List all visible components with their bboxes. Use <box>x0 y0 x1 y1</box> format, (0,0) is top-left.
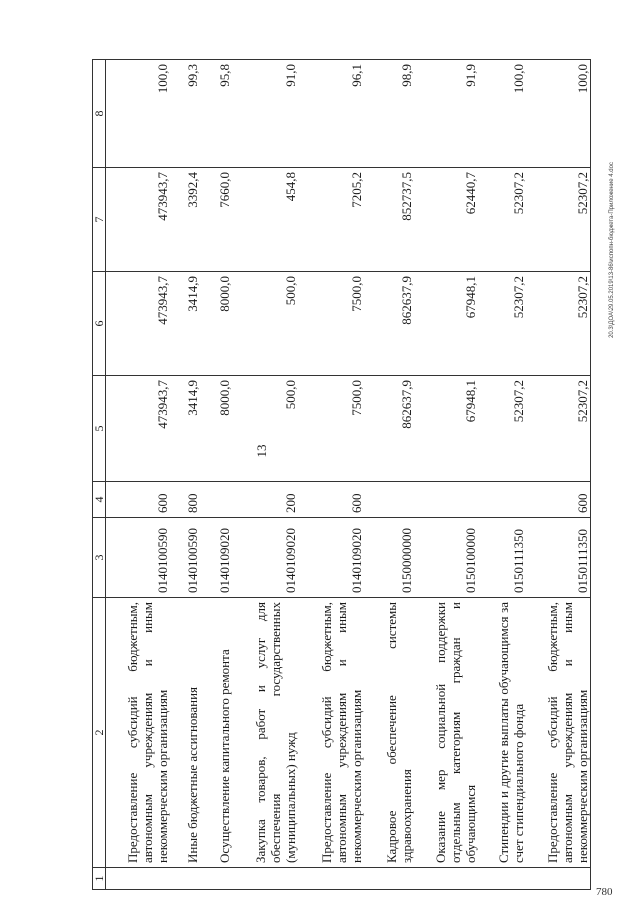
value: 3392,4 <box>170 168 200 272</box>
rotated-table-wrapper <box>92 60 592 890</box>
target-code: 0150000000 <box>364 518 414 598</box>
value: 3414,9 <box>170 376 200 482</box>
row-name: Кадровое обеспечение системы здравоохранения <box>364 598 414 868</box>
col-header: 8 <box>93 60 106 168</box>
value: 7500,0 <box>298 272 364 376</box>
row-name: Предоставление субсидий бюджетным, автономным учреждениям и иным некоммерческим организациям <box>106 598 171 868</box>
col-header: 7 <box>93 168 106 272</box>
value: 8000,0 <box>200 272 232 376</box>
col-header: 3 <box>93 518 106 598</box>
target-code: 0140109020 <box>232 518 298 598</box>
percent-value: 99,3 <box>170 60 200 168</box>
expense-type: 600 <box>106 482 171 518</box>
table-row <box>232 60 298 890</box>
table-row <box>200 60 232 890</box>
expense-type: 600 <box>526 482 591 518</box>
value: 473943,7 <box>106 376 171 482</box>
row-name: Предоставление субсидий бюджетным, автономным учреждениям и иным некоммерческим организациям <box>298 598 364 868</box>
row-name: Осуществление капитального ремонта <box>200 598 232 868</box>
table-row <box>170 60 200 890</box>
percent-value: 91,0 <box>232 60 298 168</box>
row-name: Стипендии и другие выплаты обучающимся за счет стипендиального фонда <box>478 598 526 868</box>
target-code: 0140109020 <box>200 518 232 598</box>
target-code: 0150111350 <box>478 518 526 598</box>
value: 52307,2 <box>526 272 591 376</box>
file-path-stamp: 20.3\ДОА\29.05.2019\13-86\испопн-бюджета-Приложение 4.doc <box>609 162 615 338</box>
value: 3414,9 <box>170 272 200 376</box>
value: 7500,0 <box>298 376 364 482</box>
value: 8000,0 <box>200 376 232 482</box>
table-row <box>298 60 364 890</box>
table-row <box>526 60 591 890</box>
value: 52307,2 <box>478 272 526 376</box>
target-code: 0140109020 <box>298 518 364 598</box>
value: 473943,7 <box>106 168 171 272</box>
expense-type: 200 <box>232 482 298 518</box>
value: 52307,2 <box>526 168 591 272</box>
expense-type <box>200 482 232 518</box>
expense-type: 600 <box>298 482 364 518</box>
value: 500,0 <box>232 272 298 376</box>
col-header: 1 <box>93 868 106 890</box>
percent-value: 91,9 <box>414 60 478 168</box>
row-name: Иные бюджетные ассигнования <box>170 598 200 868</box>
col-header: 5 <box>93 376 106 482</box>
row-name: Предоставление субсидий бюджетным, автономным учреждениям и иным некоммерческим организациям <box>526 598 591 868</box>
value: 852737,5 <box>364 168 414 272</box>
value: 473943,7 <box>106 272 171 376</box>
expense-type <box>414 482 478 518</box>
budget-execution-table <box>92 59 591 890</box>
percent-value: 96,1 <box>298 60 364 168</box>
target-code: 0140100590 <box>106 518 171 598</box>
table-row <box>414 60 478 890</box>
value: 454,8 <box>232 168 298 272</box>
target-code: 0140100590 <box>170 518 200 598</box>
col-header: 2 <box>93 598 106 868</box>
value: 862637,9 <box>364 376 414 482</box>
column-number-row <box>93 60 106 890</box>
value: 67948,1 <box>414 272 478 376</box>
page-number: 13 <box>254 444 269 458</box>
col-header: 6 <box>93 272 106 376</box>
value: 52307,2 <box>478 376 526 482</box>
expense-type: 800 <box>170 482 200 518</box>
row-name: Оказание мер социальной поддержки отдельным категориям граждан и обучающимся <box>414 598 478 868</box>
percent-value: 100,0 <box>478 60 526 168</box>
percent-value: 100,0 <box>106 60 171 168</box>
target-code: 0150100000 <box>414 518 478 598</box>
value: 7660,0 <box>200 168 232 272</box>
value: 52307,2 <box>478 168 526 272</box>
expense-type <box>478 482 526 518</box>
value: 500,0 <box>232 376 298 482</box>
corner-page-number: 780 <box>596 886 613 898</box>
table-row <box>478 60 526 890</box>
percent-value: 100,0 <box>526 60 591 168</box>
row-name: Закупка товаров, работ и услуг для обеспечения государственных (муниципальных) нужд <box>232 598 298 868</box>
percent-value: 98,9 <box>364 60 414 168</box>
table-row <box>106 60 171 890</box>
value: 67948,1 <box>414 376 478 482</box>
value: 52307,2 <box>526 376 591 482</box>
value: 862637,9 <box>364 272 414 376</box>
table-row <box>364 60 414 890</box>
expense-type <box>364 482 414 518</box>
col-header: 4 <box>93 482 106 518</box>
value: 62440,7 <box>414 168 478 272</box>
percent-value: 95,8 <box>200 60 232 168</box>
value: 7205,2 <box>298 168 364 272</box>
target-code: 0150111350 <box>526 518 591 598</box>
